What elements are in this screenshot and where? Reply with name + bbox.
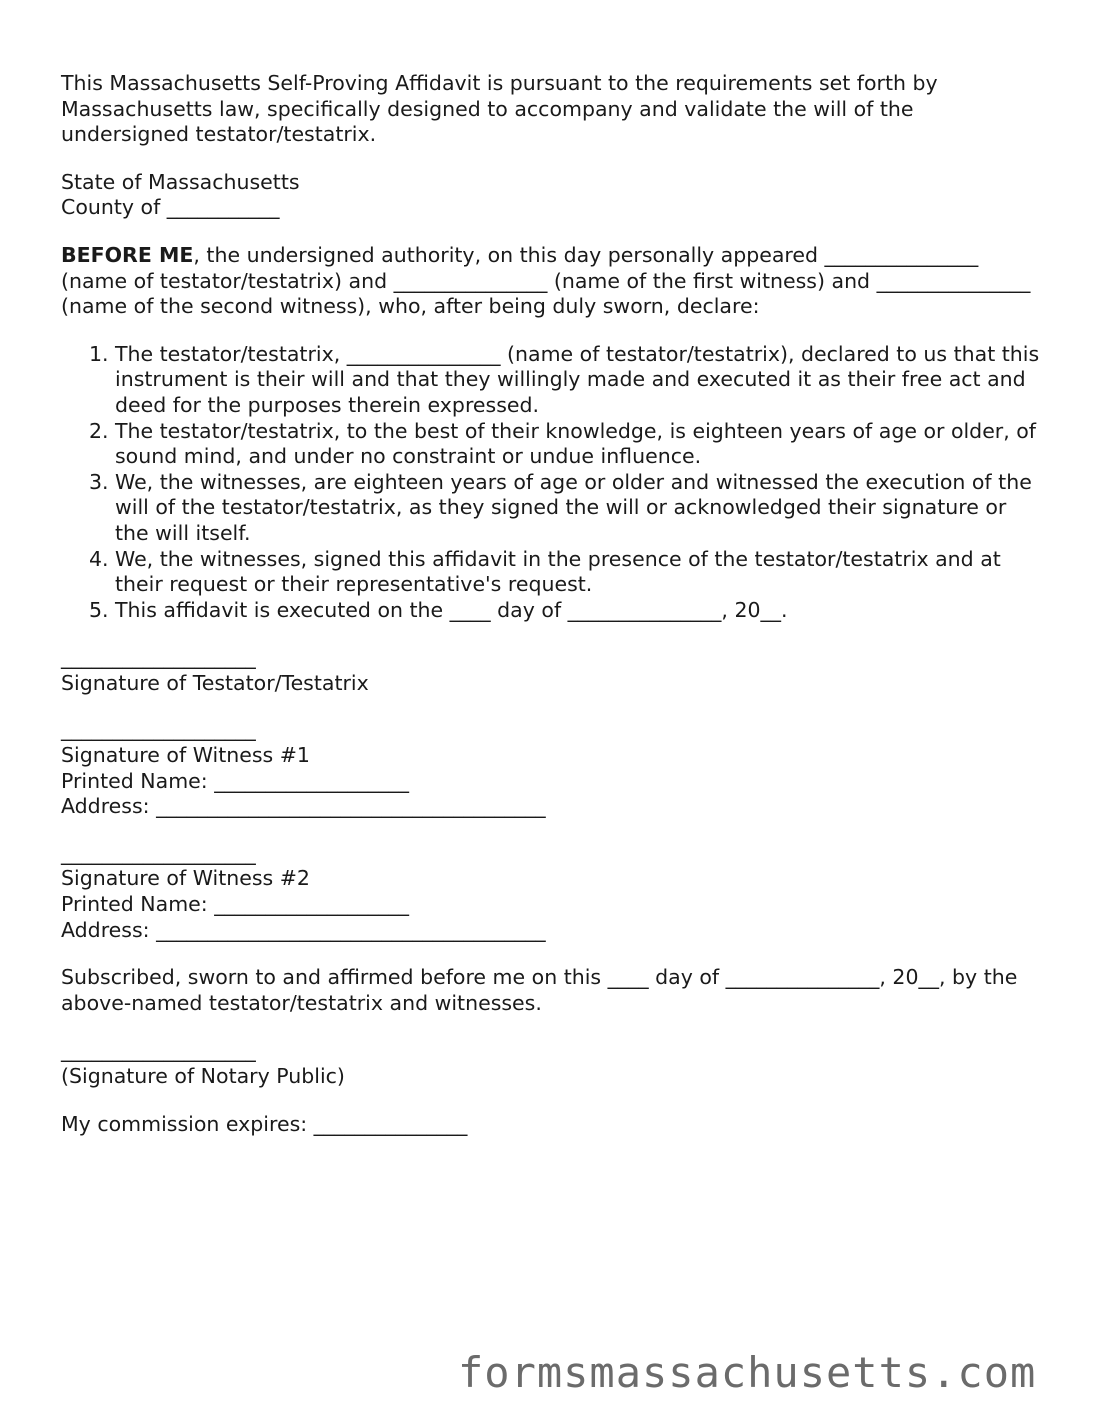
affidavit-document [61, 71, 1046, 1137]
witness1-signature-block [61, 717, 1046, 819]
notary-signature-block [61, 1038, 1046, 1089]
testator-signature-label: Signature of Testator/Testatrix [61, 670, 369, 695]
notary-signature-line[interactable]: ___________________ [61, 1038, 256, 1063]
declaration-item [61, 470, 1046, 547]
declarations-list [61, 342, 1046, 624]
declaration-item [61, 419, 1046, 470]
before-me-bold: BEFORE ME [61, 242, 194, 267]
declaration-number: 1. [89, 341, 109, 366]
declaration-number: 4. [89, 546, 109, 571]
declaration-item [61, 598, 1046, 624]
witness2-signature-block [61, 841, 1046, 943]
witness2-signature-label: Signature of Witness #2 [61, 866, 310, 891]
notary-signature-label: (Signature of Notary Public) [61, 1064, 345, 1088]
declaration-number: 5. [89, 597, 109, 622]
site-watermark: formsmassachusetts.com [458, 1348, 1037, 1397]
witness2-signature-line[interactable]: ___________________ [61, 840, 256, 865]
subscribed-paragraph: Subscribed, sworn to and affirmed before me on this ____ day of _______________, 20__, by the above-named testator/testatrix and witnesses. [61, 965, 1018, 1015]
declaration-text: The testator/testatrix, to the best of their knowledge, is eighteen years of age or older, of sound mind, and under no constraint or undue influence. [115, 418, 1037, 469]
declaration-text: This affidavit is executed on the ____ day of _______________, 20__. [115, 597, 788, 622]
witness1-printed-name-field[interactable]: Printed Name: ___________________ [61, 768, 409, 793]
witness2-printed-name-field[interactable]: Printed Name: ___________________ [61, 892, 409, 917]
declaration-text: We, the witnesses, are eighteen years of age or older and witnessed the execution of the will of the testator/testatrix, as they signed the will or acknowledged their signature or the will itself. [115, 469, 1032, 545]
county-line: County of ___________ [61, 195, 280, 220]
declaration-item [61, 342, 1046, 419]
declaration-text: The testator/testatrix, _______________ (name of testator/testatrix), declared to us that this instrument is their will and that they willingly made and executed it as their free act and deed for the purposes therein expressed. [115, 341, 1040, 417]
venue-block [61, 170, 1046, 221]
declaration-item [61, 547, 1046, 598]
intro-paragraph: This Massachusetts Self-Proving Affidavit is pursuant to the requirements set forth by Massachusetts law, specifically designed to accompany and validate the will of the undersigned testator/testatrix. [61, 71, 938, 147]
witness1-signature-label: Signature of Witness #1 [61, 743, 310, 768]
before-me-text: , the undersigned authority, on this day personally appeared _______________ (name of testator/testatrix) and _______________ (name of the first witness) and _______________ (name of the second witness), who, after being duly sworn, declare: [61, 242, 1031, 319]
state-line: State of Massachusetts [61, 169, 300, 194]
declaration-number: 2. [89, 418, 109, 443]
commission-expires-field[interactable]: My commission expires: _______________ [61, 1111, 468, 1136]
witness1-signature-line[interactable]: ___________________ [61, 717, 256, 742]
declaration-text: We, the witnesses, signed this affidavit in the presence of the testator/testatrix and at their request or their representative's request. [115, 546, 1001, 597]
testator-signature-block [61, 645, 1046, 696]
witness2-address-field[interactable]: Address: ______________________________________ [61, 917, 546, 942]
testator-signature-line[interactable]: ___________________ [61, 645, 256, 670]
declaration-number: 3. [89, 469, 109, 494]
witness1-address-field[interactable]: Address: ______________________________________ [61, 794, 546, 819]
before-me-paragraph [61, 243, 1046, 320]
